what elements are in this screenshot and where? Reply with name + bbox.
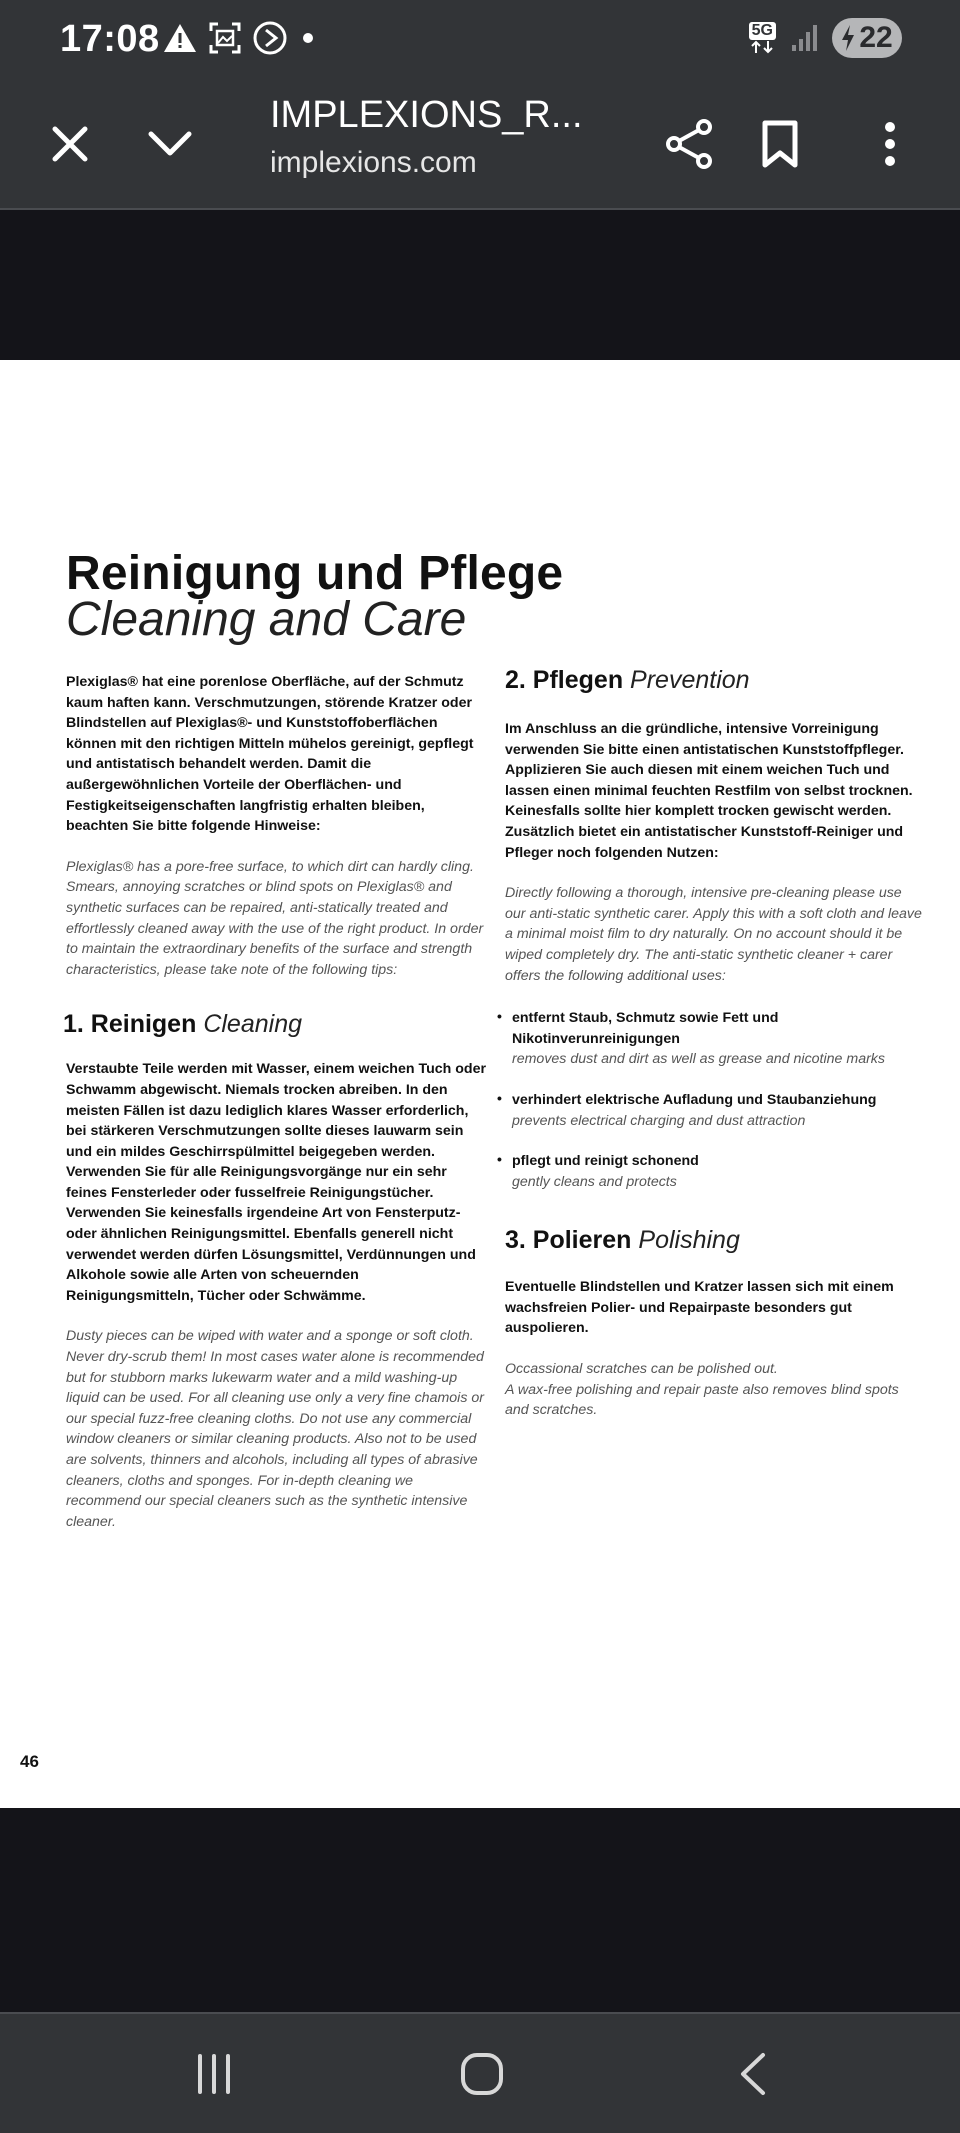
home-icon: [459, 2051, 505, 2097]
more-options-button[interactable]: [858, 112, 922, 176]
section-3-title-de: 3. Polieren: [505, 1226, 632, 1255]
section-1-title-en: Cleaning: [203, 1010, 303, 1039]
bullet-dot: •: [497, 1008, 502, 1025]
section-3-en-1: Occassional scratches can be polished out.: [505, 1361, 778, 1378]
recent-apps-button[interactable]: [174, 2044, 254, 2104]
document-page: [0, 360, 960, 1808]
chevron-down-icon: [147, 129, 193, 159]
section-2-title-en: Prevention: [630, 666, 750, 694]
page-title: IMPLEXIONS_R...: [270, 94, 583, 136]
bookmark-button[interactable]: [748, 112, 812, 176]
more-vertical-icon: [883, 121, 897, 167]
system-nav-bar: [0, 2012, 960, 2133]
share-icon: [665, 118, 715, 170]
document-title: Reinigung und Pflege: [66, 547, 564, 600]
share-button[interactable]: [658, 112, 722, 176]
signal-icon: [790, 23, 818, 53]
section-3-en-2: A wax-free polishing and repair paste also removes blind spots and scratches.: [505, 1381, 899, 1419]
close-button[interactable]: [38, 112, 102, 176]
close-icon: [50, 124, 90, 164]
section-3-de: Eventuelle Blindstellen und Kratzer lassen sich mit einem wachsfreien Polier- und Repairpaste besonders gut auspolieren.: [505, 1279, 894, 1337]
screenshot-icon: [208, 21, 242, 55]
clock: 17:08: [60, 18, 160, 60]
minimize-button[interactable]: [138, 112, 202, 176]
section-1-de: Verstaubte Teile werden mit Wasser, einem weichen Tuch oder Schwamm abgewischt. Niemals trocken abreiben. In den meisten Fällen ist dazu lediglich klares Wasser erforderlich, bei stärkeren Verschmutzungen sollte dieses lauwarm sein und ein mildes Geschirrspülmittel beigegeben werden. Verwenden Sie für alle Reinigungsvorgänge nur ein sehr feines Fensterleder oder fusselfreie Reinigungstücher. Verwenden Sie keinesfalls irgendeine Art von Fensterputz- oder ähnlichen Reinigungsmittel. Ebenfalls generell nicht verwendet werden dürfen Lösungsmittel, Verdünnungen und Alkohole sowie alle Arten von scheuernden Reinigungsmitteln, Tücher oder Schwämme.: [66, 1061, 486, 1304]
bullet-item: [497, 1089, 925, 1131]
section-3-title: [505, 1226, 925, 1255]
section-2-title: [505, 666, 925, 695]
system-icons: [749, 18, 902, 58]
bullet-2-de: verhindert elektrische Aufladung und Staubanziehung: [512, 1091, 877, 1108]
dot-icon: [298, 28, 318, 48]
status-bar: [0, 0, 960, 80]
warning-icon: [162, 22, 198, 54]
section-2-de: Im Anschluss an die gründliche, intensive Vorreinigung verwenden Sie bitte einen antistatischen Kunststoffpfleger. Applizieren Sie auch diesen mit einem weichen Tuch und lassen einen minimal feuchten Restfilm von selbst trocknen. Keinesfalls sollte hier komplett trocken gewischt werden. Zusätzlich bietet ein antistatischer Kunststoff-Reiniger und Pfleger noch folgenden Nutzen:: [505, 721, 913, 861]
section-1-en: Dusty pieces can be wiped with water and a sponge or soft cloth. Never dry-scrub them! In most cases water alone is recommended but for stubborn marks lukewarm water and a mild washing-up liquid can be used. For all cleaning use only a very fine chamois or our special fuzz-free cleaning cloths. Do not use any commercial window cleaners or similar cleaning products. Also not to be used are solvents, thinners and alcohols, including all types of abrasive cleaners, cloths and sponges. For in-depth cleaning we recommend our special cleaners such as the synthetic intensive cleaner.: [66, 1328, 484, 1530]
recent-apps-icon: [192, 2052, 236, 2096]
bullet-item: [497, 1151, 925, 1192]
bullet-item: [497, 1008, 925, 1070]
bullet-1-en: removes dust and dirt as well as grease and nicotine marks: [512, 1051, 885, 1068]
section-2-en: Directly following a thorough, intensive pre-cleaning please use our anti-static synthetic carer. Apply this with a soft cloth and leave a minimal moist film to dry naturally. On no account should it be wiped completely dry. The anti-static synthetic cleaner + carer offers the following additional uses:: [505, 885, 922, 984]
media-play-icon: [252, 20, 288, 56]
bullet-3-en: gently cleans and protects: [512, 1173, 677, 1190]
right-column: [497, 666, 925, 1421]
section-1-title-de: 1. Reinigen: [63, 1010, 197, 1039]
page-number: 46: [20, 1752, 39, 1771]
network-type: 5G: [749, 22, 776, 40]
section-1-title: [63, 1010, 486, 1039]
section-2-title-de: 2. Pflegen: [505, 666, 624, 694]
bullet-1-de: entfernt Staub, Schmutz sowie Fett und Nikotinverunreinigungen: [512, 1010, 779, 1047]
5g-icon: [749, 22, 776, 54]
bullet-2-en: prevents electrical charging and dust attraction: [512, 1112, 806, 1129]
home-button[interactable]: [442, 2044, 522, 2104]
browser-toolbar: [0, 80, 960, 210]
bullet-dot: •: [497, 1089, 502, 1106]
battery-level: 22: [859, 21, 893, 54]
notification-icons: [162, 20, 318, 56]
section-3-title-en: Polishing: [638, 1226, 740, 1255]
left-column: [63, 672, 486, 1532]
bullet-dot: •: [497, 1151, 502, 1168]
bullet-3-de: pflegt und reinigt schonend: [512, 1153, 699, 1170]
intro-en: Plexiglas® has a pore-free surface, to which dirt can hardly cling. Smears, annoying scratches or blind spots on Plexiglas® and synthetic surfaces can be repaired, anti-statically treated and effortlessly cleaned away with the use of the right product. In order to maintain the extraordinary benefits of the surface and strength characteristics, please take note of the following tips:: [66, 858, 484, 978]
document-subtitle: Cleaning and Care: [66, 593, 467, 646]
back-icon: [735, 2051, 769, 2097]
page-url: implexions.com: [270, 146, 477, 179]
back-button[interactable]: [712, 2044, 792, 2104]
intro-de: Plexiglas® hat eine porenlose Oberfläche, auf der Schmutz kaum haften kann. Verschmutzungen, störende Kratzer oder Blindstellen auf Plexiglas®- und Kunststoffoberflächen können mit den richtigen Mitteln mühelos gereinigt, gepflegt und antistatisch behandelt werden. Damit die außergewöhnlichen Vorteile der Oberflächen- und Festigkeitseigenschaften langfristig erhalten bleiben, beachten Sie bitte folgende Hinweise:: [66, 674, 474, 835]
bookmark-icon: [760, 119, 800, 169]
battery-icon: [832, 18, 902, 58]
